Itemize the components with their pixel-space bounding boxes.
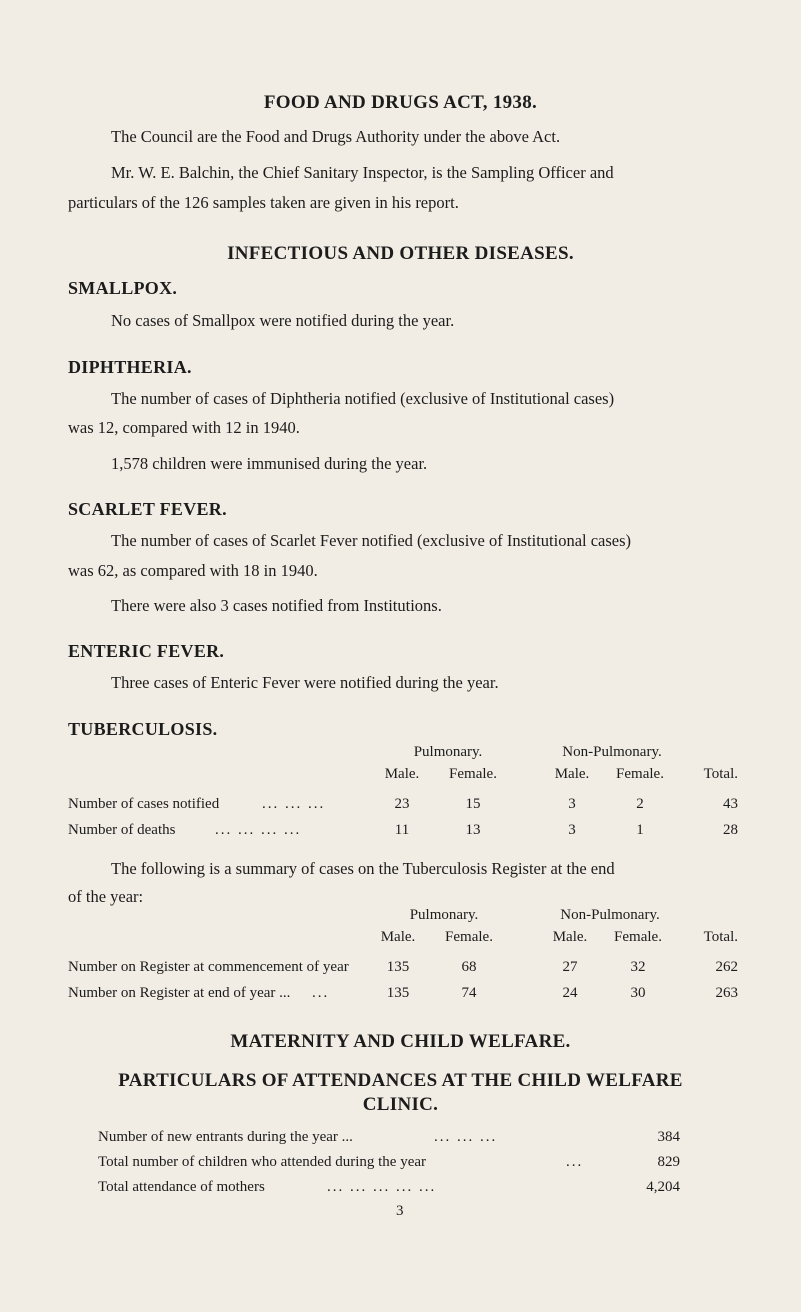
tb-cell-total: 43 [723,796,738,812]
tb-cell: 13 [465,822,481,838]
scarlet-fever-paragraph-1-line-2: was 62, as compared with 18 in 1940. [68,561,318,580]
register-row-end-label: Number on Register at end of year ... [68,985,291,1001]
tb-header-non-pulmonary: Non-Pulmonary. [562,744,662,760]
register-cell: 24 [562,985,578,1001]
tb-cell-total: 28 [723,822,738,838]
tb-header-pulmonary-male: Male. [384,766,420,782]
register-header-non-pulmonary: Non-Pulmonary. [560,907,660,923]
tb-row-deaths-dots: ... ... ... ... [215,822,302,838]
tb-cell: 2 [636,796,644,812]
register-row-end-dots: ... [312,985,330,1001]
clinic-row-dots: ... [566,1154,584,1170]
tb-row-cases-label: Number of cases notified [68,796,220,812]
register-cell-total: 263 [715,985,738,1001]
food-drugs-heading: FOOD AND DRUGS ACT, 1938. [263,92,538,113]
diphtheria-paragraph-1-line-1: The number of cases of Diphtheria notified (exclusive of Institutional cases) [111,389,615,408]
tb-cell: 3 [568,822,576,838]
tb-cell: 15 [465,796,481,812]
register-cell: 30 [630,985,646,1001]
tb-header-total: Total. [703,766,738,782]
scarlet-fever-paragraph-2: There were also 3 cases notified from Institutions. [111,596,442,615]
register-header-pulmonary-female: Female. [445,929,493,945]
food-drugs-paragraph-1: The Council are the Food and Drugs Authority under the above Act. [111,127,561,146]
clinic-row-label: Total number of children who attended during the year [98,1154,427,1170]
diphtheria-heading: DIPHTHERIA. [68,357,192,377]
diphtheria-paragraph-1-line-2: was 12, compared with 12 in 1940. [68,418,300,437]
register-cell: 74 [461,985,477,1001]
tb-cell: 3 [568,796,576,812]
clinic-row-dots: ... ... ... [434,1129,498,1145]
diphtheria-paragraph-2: 1,578 children were immunised during the year. [111,454,428,473]
register-row-commencement-label: Number on Register at commencement of year [68,959,349,975]
register-header-non-pulmonary-male: Male. [552,929,588,945]
clinic-row-value: 384 [657,1129,680,1145]
smallpox-paragraph: No cases of Smallpox were notified during the year. [111,311,455,330]
register-header-pulmonary: Pulmonary. [409,907,479,923]
register-cell: 32 [630,959,646,975]
scarlet-fever-heading: SCARLET FEVER. [68,499,227,519]
enteric-fever-paragraph: Three cases of Enteric Fever were notified during the year. [111,673,499,692]
clinic-row-label: Total attendance of mothers [98,1179,265,1195]
tb-header-non-pulmonary-male: Male. [554,766,590,782]
clinic-row-value: 829 [657,1154,680,1170]
tb-summary-line-2: of the year: [68,887,144,906]
infectious-heading: INFECTIOUS AND OTHER DISEASES. [227,243,574,264]
register-cell: 135 [386,985,410,1001]
register-header-pulmonary-male: Male. [380,929,416,945]
maternity-heading: MATERNITY AND CHILD WELFARE. [230,1031,571,1052]
smallpox-heading: SMALLPOX. [68,278,178,298]
clinic-subheading-line-1: PARTICULARS OF ATTENDANCES AT THE CHILD WELFARE [118,1070,683,1091]
register-cell: 68 [461,959,477,975]
clinic-row-value: 4,204 [646,1179,680,1195]
tb-summary-line-1: The following is a summary of cases on the Tuberculosis Register at the end [111,859,615,878]
register-header-total: Total. [703,929,738,945]
page-number: 3 [396,1203,404,1219]
food-drugs-paragraph-2-line-1: Mr. W. E. Balchin, the Chief Sanitary Inspector, is the Sampling Officer and [111,163,614,182]
food-drugs-paragraph-2-line-2: particulars of the 126 samples taken are given in his report. [68,193,459,212]
tb-row-cases-dots: ... ... ... [262,796,326,812]
register-cell: 135 [386,959,410,975]
tb-header-pulmonary: Pulmonary. [413,744,483,760]
scarlet-fever-paragraph-1-line-1: The number of cases of Scarlet Fever notified (exclusive of Institutional cases) [111,531,632,550]
register-header-non-pulmonary-female: Female. [614,929,662,945]
tuberculosis-heading: TUBERCULOSIS. [68,719,218,739]
tb-cell: 1 [636,822,644,838]
tb-header-non-pulmonary-female: Female. [616,766,664,782]
tb-cell: 11 [394,822,410,838]
enteric-fever-heading: ENTERIC FEVER. [68,641,225,661]
register-cell: 27 [562,959,578,975]
tb-row-deaths-label: Number of deaths [68,822,176,838]
register-cell-total: 262 [715,959,738,975]
clinic-row-label: Number of new entrants during the year ... [98,1129,353,1145]
tb-cell: 23 [394,796,410,812]
tb-header-pulmonary-female: Female. [449,766,497,782]
clinic-row-dots: ... ... ... ... ... [327,1179,437,1195]
clinic-subheading-line-2: CLINIC. [362,1094,439,1115]
